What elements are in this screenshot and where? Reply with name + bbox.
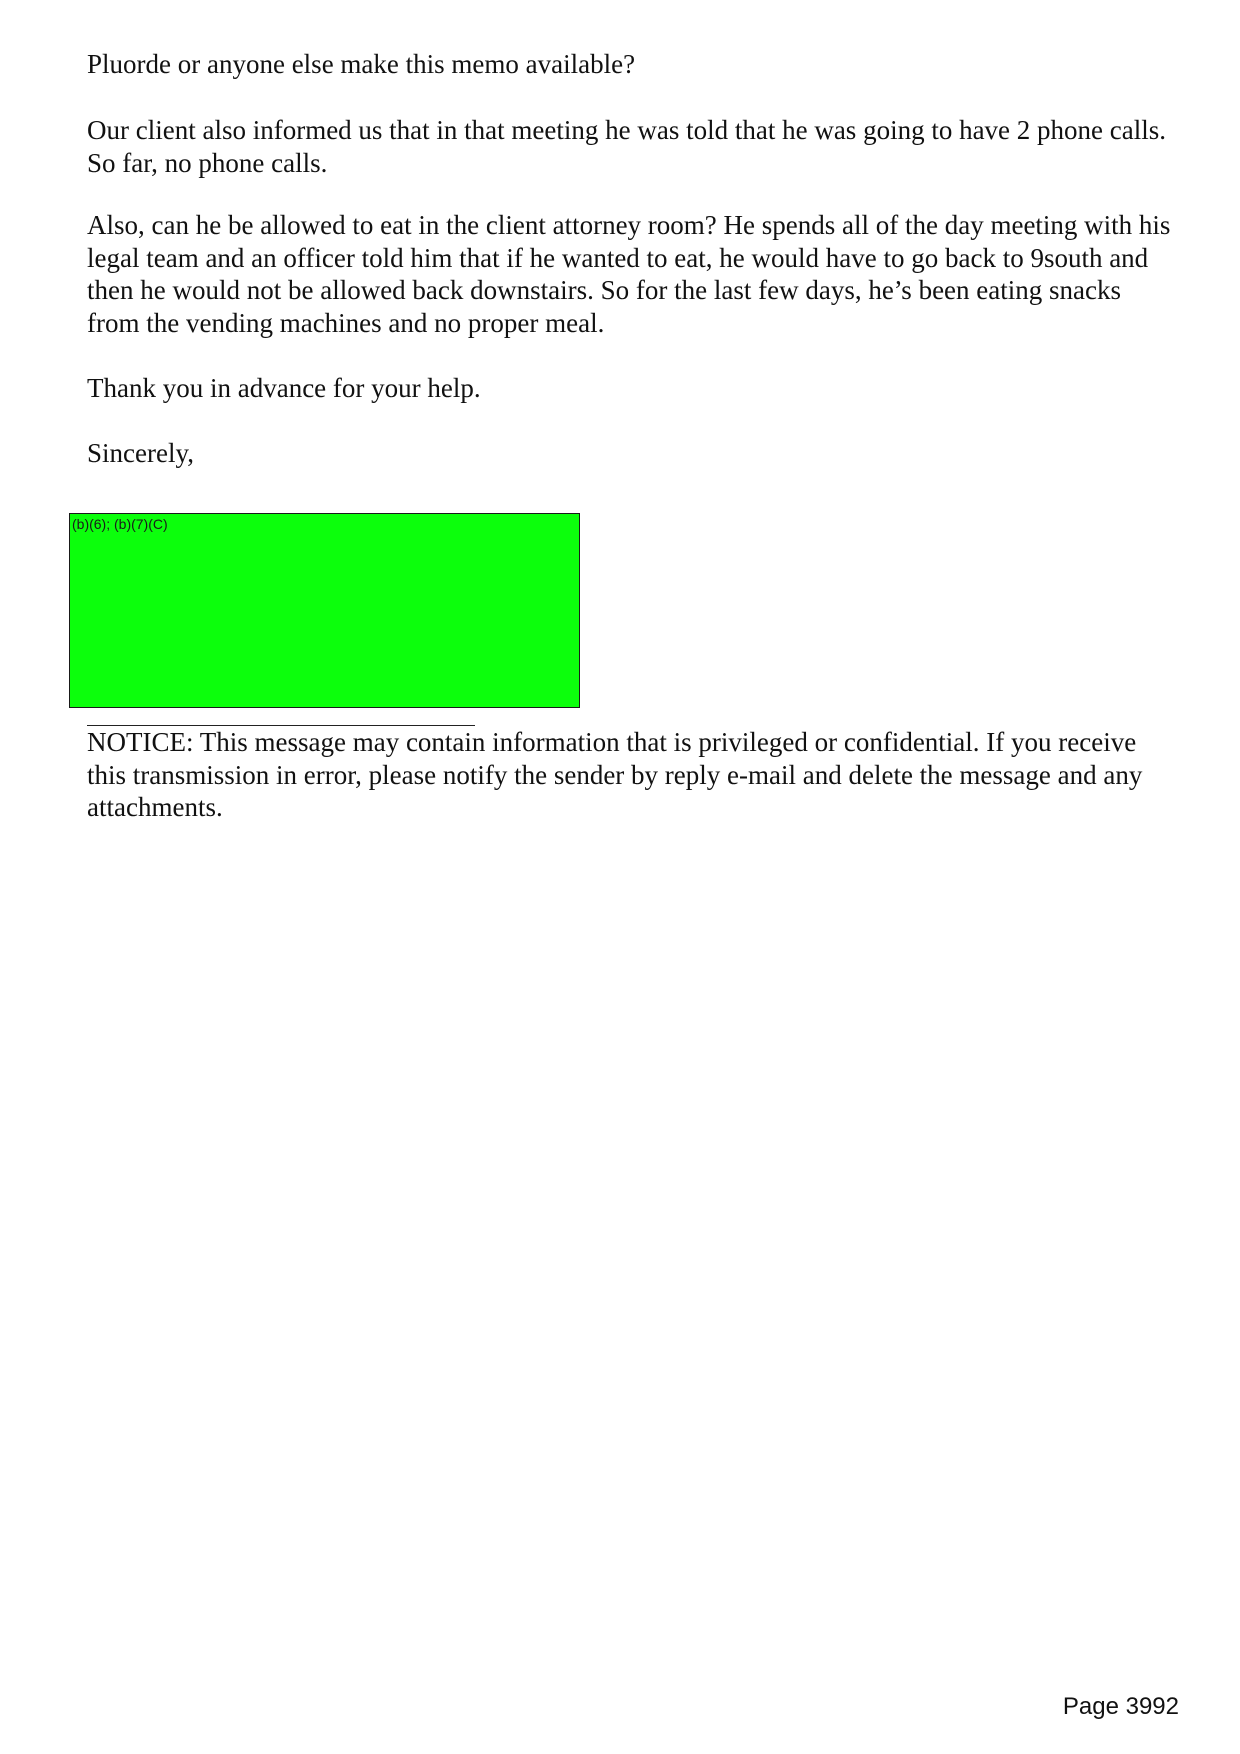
paragraph-thanks: Thank you in advance for your help.	[87, 373, 481, 403]
closing-sincerely: Sincerely,	[87, 438, 194, 468]
paragraph-meal-request: Also, can he be allowed to eat in the client attorney room? He spends all of the day meeting with his legal team and an officer told him that if he wanted to eat, he would have to go back to 9south and then he would not be allowed back downstairs. So for the last few days, he’s been eating snacks from the vending machines and no proper meal.	[87, 210, 1171, 338]
redaction-label: (b)(6); (b)(7)(C)	[72, 516, 168, 532]
paragraph-memo-question: Pluorde or anyone else make this memo available?	[87, 49, 636, 79]
paragraph-phone-calls: Our client also informed us that in that meeting he was told that he was going to have 2 phone calls. So far, no phone calls.	[87, 115, 1166, 178]
redaction-box	[69, 513, 580, 708]
page-number: Page 3992	[1062, 1693, 1179, 1720]
confidentiality-notice: NOTICE: This message may contain information that is privileged or confidential. If you receive this transmission in error, please notify the sender by reply e-mail and delete the message and any attachments.	[87, 727, 1143, 822]
